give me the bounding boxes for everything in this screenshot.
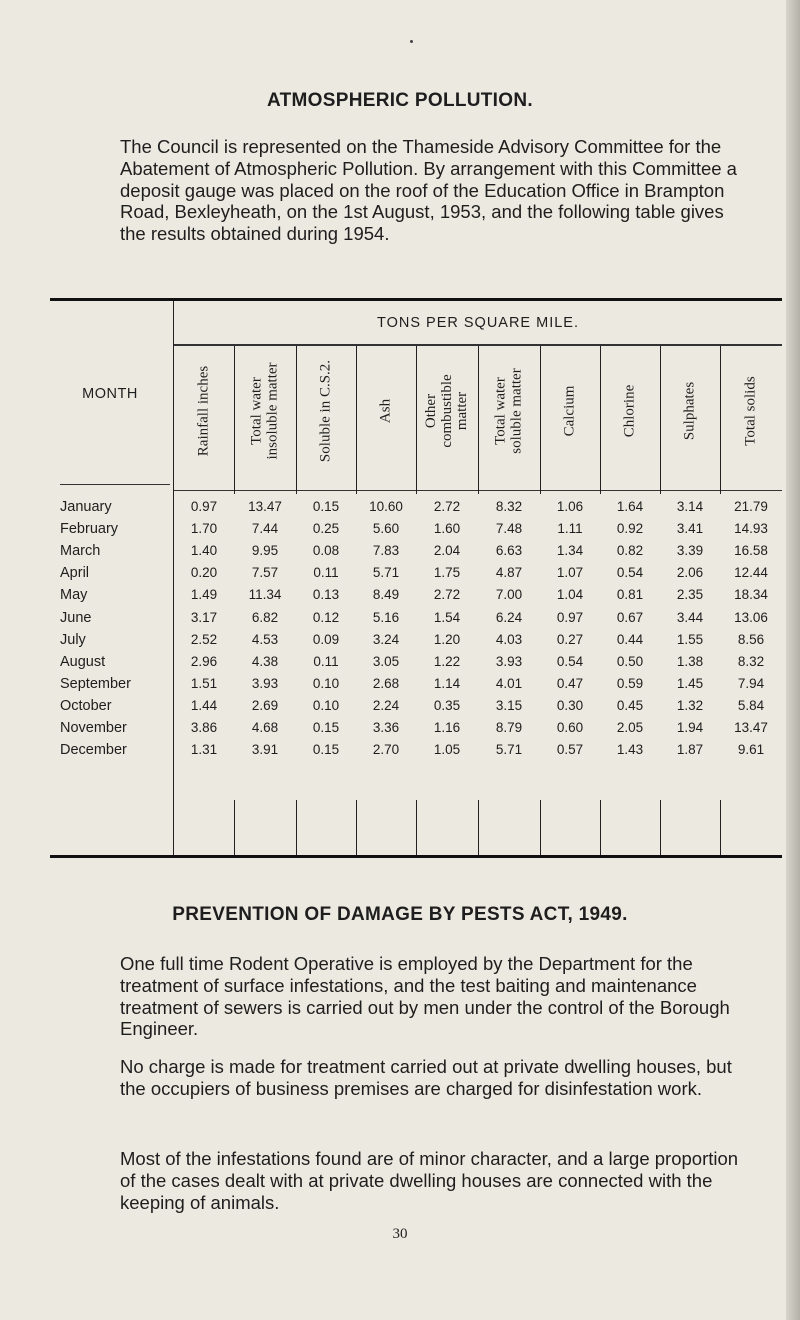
table-bottom-rule [50,855,782,858]
table-row-month: March [60,543,101,560]
table-cell: 1.54 [433,609,461,625]
table-cell: 0.25 [312,521,340,537]
table-cell: 0.11 [313,653,339,669]
table-cell: 10.60 [369,499,403,514]
table-cell: 0.50 [616,653,644,669]
month-header: MONTH [82,386,138,402]
table-cell: 0.57 [556,742,584,758]
section-title-atmospheric-pollution: ATMOSPHERIC POLLUTION. [267,90,533,111]
table-cell: 7.83 [372,543,400,559]
table-cell: 0.47 [556,675,584,691]
table-cell: 0.12 [312,609,340,625]
table-cell: 0.27 [556,631,584,647]
table-row-month: November [60,720,127,736]
column-header [416,355,478,467]
table-cell: 3.15 [495,697,523,713]
table-cell: 0.15 [312,720,340,735]
group-header: TONS PER SQUARE MILE. [376,315,580,331]
table-cell: 0.45 [616,697,644,713]
table-cell: 6.63 [495,543,523,559]
table-cell: 1.64 [616,499,644,514]
table-cell: 2.69 [251,697,279,713]
table-cell: 4.03 [495,631,523,647]
table-cell: 6.24 [495,609,523,625]
column-header [478,355,540,467]
table-row-month: June [60,609,92,626]
table-cell: 1.31 [190,742,218,758]
table-cell: 7.57 [251,565,279,581]
table-cell: 1.87 [676,742,704,758]
column-header [720,355,782,467]
pests-paragraph-1: One full time Rodent Operative is employed by the Department for the treatment of surface infestations, and the test baiting and maintenance treatment of sewers is carried out by men under the control of the Borough Engineer. [120,953,730,1040]
column-header [234,355,296,467]
table-cell: 7.94 [737,675,765,691]
table-cell: 0.08 [312,543,340,559]
table-cell: 0.54 [556,653,584,669]
table-cell: 1.55 [676,631,704,647]
table-cell: 1.40 [190,543,218,559]
table-cell: 1.16 [433,720,461,735]
page-number: 30 [392,1226,408,1242]
table-cell: 0.10 [312,697,340,713]
column-header-label: Calcium [561,385,578,437]
table-cell: 7.00 [495,587,523,603]
table-cell: 1.22 [433,653,461,669]
table-cell: 2.24 [372,697,400,713]
intro-paragraph: The Council is represented on the Thameside Advisory Committee for the Abatement of Atmospheric Pollution. By arrangement with this Committee a deposit gauge was placed on the roof of the Education Office in Brampton Road, Bexleyheath, on the 1st August, 1953, and the following table gives the results obtained during 1954. [120,136,737,245]
table-row-month: May [60,587,88,604]
table-cell: 9.95 [251,543,279,559]
table-cell: 3.39 [676,543,704,559]
table-cell: 13.47 [734,720,768,735]
table-cell: 2.35 [676,587,704,603]
table-cell: 0.11 [313,565,339,581]
table-cell: 3.17 [190,609,218,625]
column-header [356,355,416,467]
table-cell: 2.04 [433,543,461,559]
table-cell: 1.60 [433,521,461,537]
table-cell: 0.59 [616,675,644,691]
table-cell: 0.92 [616,521,644,537]
table-cell: 1.11 [557,521,583,537]
table-cell: 0.15 [312,499,340,514]
column-divider [234,800,235,855]
table-cell: 0.20 [190,565,218,581]
table-cell: 5.71 [372,565,400,581]
table-cell: 1.51 [190,675,218,691]
table-cell: 8.79 [495,720,523,735]
table-cell: 0.97 [190,499,218,514]
column-header-label: Sulphates [681,381,698,441]
table-cell: 0.13 [312,587,340,603]
table-cell: 6.82 [251,609,279,625]
table-cell: 5.60 [372,521,400,537]
pests-paragraph-3: Most of the infestations found are of minor character, and a large proportion of the cases dealt with at private dwelling houses are connected with the keeping of animals. [120,1148,739,1213]
table-cell: 21.79 [734,499,768,514]
column-header [296,355,356,467]
table-cell: 1.43 [616,742,644,758]
table-cell: 0.81 [616,587,644,603]
table-cell: 5.84 [737,697,765,713]
table-cell: 4.01 [495,675,523,691]
table-cell: 1.94 [676,720,704,735]
column-divider [540,800,541,855]
table-cell: 8.49 [372,587,400,603]
table-cell: 3.14 [676,499,704,514]
table-cell: 0.15 [312,742,340,758]
table-cell: 2.52 [190,631,218,647]
table-cell: 0.10 [312,675,340,691]
table-cell: 1.49 [190,587,218,603]
column-divider [660,800,661,855]
table-cell: 14.93 [734,521,768,537]
scan-speck [410,40,413,43]
table-cell: 0.82 [616,543,644,559]
column-divider [478,800,479,855]
page-edge [786,0,800,1320]
table-cell: 1.06 [556,499,584,514]
table-cell: 0.30 [556,697,584,713]
column-divider [600,800,601,855]
pests-paragraph-2: No charge is made for treatment carried out at private dwelling houses, but the occupiers of business premises are charged for disinfestation work. [120,1056,732,1099]
table-row-month: January [60,499,112,515]
table-cell: 1.07 [556,565,584,581]
table-cell: 3.93 [251,675,279,691]
column-header-label: Ash [377,398,394,424]
table-cell: 3.41 [676,521,704,537]
table-cell: 0.67 [616,609,644,625]
column-header-label: Total solids [742,376,759,446]
table-cell: 2.70 [372,742,400,758]
column-divider [356,800,357,855]
table-cell: 4.53 [251,631,279,647]
column-header-label: Total water soluble matter [492,368,524,454]
table-cell: 5.16 [372,609,400,625]
table-cell: 7.44 [251,521,279,537]
table-cell: 1.05 [433,742,461,758]
table-row-month: February [60,521,119,538]
table-cell: 4.68 [251,720,279,735]
table-cell: 1.70 [190,521,218,537]
table-cell: 1.45 [676,675,704,691]
table-cell: 1.38 [676,653,704,669]
column-divider [720,800,721,855]
table-top-rule [50,298,782,301]
column-header [540,355,600,467]
table-cell: 1.75 [433,565,461,581]
table-cell: 0.54 [616,565,644,581]
table-cell: 7.48 [495,521,523,537]
table-cell: 2.72 [433,499,461,514]
table-row-month: July [60,631,86,648]
column-divider [416,800,417,855]
table-cell: 3.93 [495,653,523,669]
section-title-pests-act: PREVENTION OF DAMAGE BY PESTS ACT, 1949. [172,904,628,925]
table-cell: 1.20 [433,631,461,647]
table-cell: 13.06 [734,609,768,625]
table-cell: 4.38 [251,653,279,669]
table-cell: 2.96 [190,653,218,669]
table-cell: 3.36 [372,720,400,735]
column-header-label: Total water insoluble matter [248,362,280,460]
table-cell: 8.56 [737,631,765,647]
table-cell: 3.24 [372,631,400,647]
table-cell: 5.71 [495,742,523,758]
column-header [600,355,660,467]
table-cell: 8.32 [495,499,523,514]
table-row-month: April [60,565,90,582]
table-cell: 3.44 [676,609,704,625]
table-cell: 16.58 [734,543,768,559]
table-row-month: December [60,742,127,759]
table-cell: 13.47 [248,499,282,514]
table-cell: 2.06 [676,565,704,581]
table-cell: 1.34 [556,543,584,559]
table-cell: 18.34 [734,587,768,603]
column-header-label: Rainfall inches [195,365,212,457]
table-cell: 0.09 [312,631,340,647]
table-row-month: September [60,675,131,692]
table-cell: 0.97 [556,609,584,625]
table-cell: 4.87 [495,565,523,581]
table-cell: 2.68 [372,675,400,691]
column-header-label: Chlorine [621,384,638,438]
table-cell: 1.04 [556,587,584,603]
table-cell: 0.60 [556,720,584,735]
table-cell: 1.32 [676,697,704,713]
table-cell: 3.05 [372,653,400,669]
table-row-month: October [60,697,112,714]
table-cell: 1.44 [190,697,218,713]
header-rule-month [60,484,170,485]
column-header-label: Other combustible matter [422,374,470,448]
column-header-label: Soluble in C.S.2. [317,359,334,463]
table-cell: 3.86 [190,720,218,735]
table-cell: 1.14 [433,675,461,691]
table-cell: 0.44 [616,631,644,647]
table-cell: 2.72 [433,587,461,603]
table-cell: 3.91 [251,742,279,758]
table-cell: 0.35 [433,697,461,713]
table-cell: 8.32 [737,653,765,669]
column-header [174,355,234,467]
table-row-month: August [60,653,106,670]
column-divider [296,800,297,855]
table-cell: 12.44 [734,565,768,581]
table-cell: 9.61 [737,742,765,758]
table-cell: 11.34 [248,587,282,603]
table-cell: 2.05 [616,720,644,735]
column-header [660,355,720,467]
